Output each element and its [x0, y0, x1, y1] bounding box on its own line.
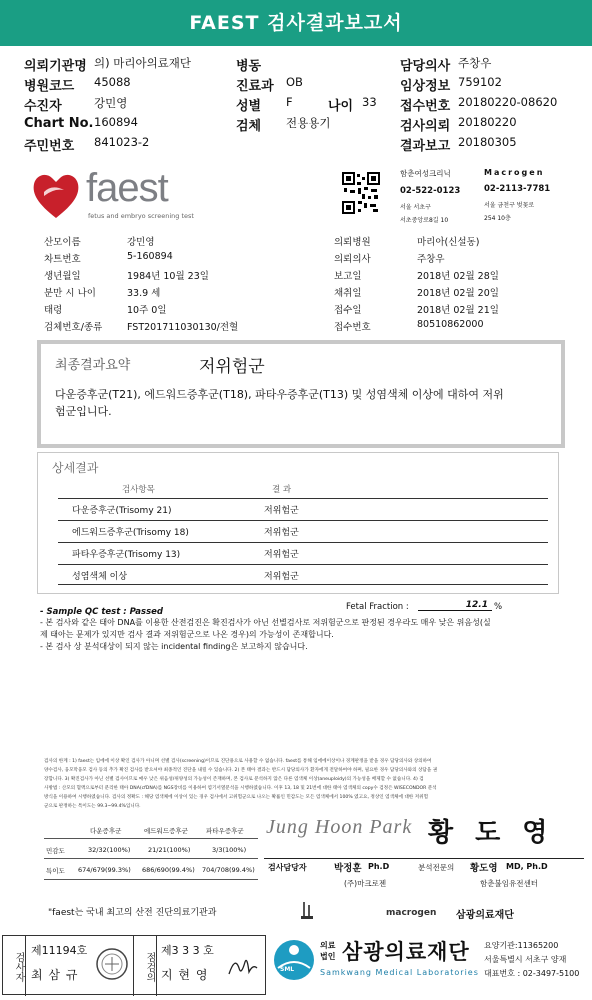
- foundation-prefix2: 법인: [320, 952, 336, 961]
- qc-notes: [40, 617, 570, 653]
- patient-label: 차트번호: [44, 254, 81, 265]
- header-label: 결과보고: [400, 139, 451, 154]
- sml-label: SML: [280, 966, 295, 973]
- header-col2: [236, 55, 396, 135]
- fineprint-line: 방식을 이용하여 시행하였습니다. 검사의 정확도 : 해당 염색체에 이상이 있는 경우 검사에서 고위험군으로 나오는 확률인 민감도는 모든 염색체에서 100% 였고요, 정상인 염색체에 대한 저위험: [44, 795, 429, 800]
- tester-label: 검사담당자: [268, 863, 307, 872]
- header-col3: [400, 55, 584, 155]
- qc-note: 제 태아는 문제가 있지만 검사 결과 저위험군으로 나온 경우)의 가능성이 존재합니다.: [40, 630, 334, 639]
- signature-hwang: 황도영: [428, 818, 570, 848]
- patient-label: 접수일: [334, 305, 362, 316]
- age-label: 나이: [328, 99, 354, 114]
- header-label: 담당의사: [400, 59, 451, 74]
- header-label: 수진자: [24, 99, 62, 114]
- stats-cell: 704/708(99.4%): [202, 866, 255, 874]
- tester-stamp-name: 최 삼 규: [31, 968, 79, 982]
- header-value: F: [286, 95, 293, 109]
- divider: [58, 542, 548, 543]
- header-value: 20180220: [458, 115, 517, 129]
- header-label: 의뢰기관명: [24, 59, 87, 74]
- qc-note: - 본 검사 상 분석대상이 되지 않는 incidental finding은 보고하지 않습니다.: [40, 642, 308, 651]
- sample-qc-label: - Sample QC test : Passed: [40, 607, 164, 617]
- signature-park: Jung Hoon Park: [266, 816, 413, 838]
- header-label: 병원코드: [24, 79, 75, 94]
- divider: [58, 520, 548, 521]
- tester-number: 제11194호: [31, 944, 88, 957]
- patient-value: 5-160894: [127, 251, 173, 262]
- detail-col-result: 결 과: [272, 485, 292, 495]
- divider: [44, 838, 258, 839]
- stats-header: 에드워드증후군: [144, 827, 188, 835]
- patient-value: 80510862000: [417, 319, 484, 330]
- patient-info-right: [334, 234, 574, 336]
- org2-addr1: 서울 금천구 벚꽃로: [484, 202, 535, 209]
- stats-cell: 674/679(99.3%): [78, 866, 131, 874]
- header-label: 진료과: [236, 79, 274, 94]
- heart-logo-icon: [30, 170, 82, 220]
- stats-cell: 32/32(100%): [88, 846, 131, 854]
- header-value: 20180305: [458, 135, 517, 149]
- faest-logo: [30, 166, 194, 226]
- org1-addr1: 서울 서초구: [400, 204, 431, 211]
- samkwang-small-logo: 삼광의료재단: [456, 910, 514, 921]
- patient-value: 강민영: [127, 237, 155, 248]
- header-label: 병동: [236, 59, 262, 74]
- patient-value: 1984년 10월 23일: [127, 271, 209, 282]
- divider: [58, 498, 548, 499]
- detail-row-item: 성염색체 이상: [72, 572, 128, 582]
- patient-info-left: [44, 234, 284, 336]
- detail-row-item: 에드워드증후군(Trisomy 18): [72, 528, 189, 538]
- patient-value: 2018년 02월 28일: [417, 271, 499, 282]
- divider: [264, 858, 584, 859]
- org1-addr2: 서초중앙로8길 10: [400, 217, 449, 224]
- patient-value: 2018년 02월 20일: [417, 288, 499, 299]
- signature-stamp-box: [2, 935, 266, 995]
- patient-label: 산모이름: [44, 237, 81, 248]
- header-label: 임상정보: [400, 79, 451, 94]
- detail-row-item: 다운증후군(Trisomy 21): [72, 506, 172, 516]
- stats-cell: 3/3(100%): [212, 846, 247, 854]
- org-code: 요양기관:11365200: [484, 941, 559, 950]
- header-label: 성별: [236, 99, 262, 114]
- header-value: 45088: [94, 75, 131, 89]
- stats-cell: 686/690(99.4%): [142, 866, 195, 874]
- divider: [44, 858, 258, 859]
- contact-org1: [400, 168, 480, 224]
- patient-label: 의뢰병원: [334, 237, 371, 248]
- specialist-degree: MD, Ph.D: [506, 862, 548, 871]
- qr-code-icon: [342, 172, 380, 214]
- patient-label: 검체번호/종류: [44, 322, 103, 333]
- fineprint-line: 양수검사, 융모막융모 검사 등의 추가 확진 검사를 받으셔야 최종적인 진단을 내릴 수 있습니다. 2) 본 태아 결과는 반드시 담당의사가 환자에게 전달하여야 하며, 필요한 경우 담당의사와의 상담을 권: [44, 768, 438, 773]
- qr-code: [342, 172, 380, 214]
- summary-title: 최종결과요약: [55, 358, 131, 373]
- stats-row-label: 민감도: [46, 847, 65, 855]
- patient-value: 주창우: [417, 254, 445, 265]
- patient-value: 33.9 세: [127, 288, 161, 299]
- fineprint-line: 검사의 한계 : 1) faest는 임에에 이상 확인 검사가 아니며 선별 검사(screening)이므로 진단용으로 사용할 수 없습니다. faest를 통해 임에에이상이나 경계판정을 받을 경우 담당의사와 상의하여: [44, 759, 432, 764]
- divider: [58, 584, 548, 585]
- divider: [58, 564, 548, 565]
- fineprint-line: 군으로 판정하는 특이도는 99.3~99.4%입니다.: [44, 804, 141, 809]
- header-value: 841023-2: [94, 135, 150, 149]
- stats-row-label: 특이도: [46, 867, 65, 875]
- faest-tagline-bottom: "faest는 국내 최고의 산전 진단의료기관과: [48, 908, 217, 918]
- stats-header: 파타우증후군: [206, 827, 244, 835]
- patient-label: 태령: [44, 305, 63, 316]
- patient-label: 의뢰의사: [334, 254, 371, 265]
- header-value: 전용용기: [286, 116, 331, 130]
- patient-label: 분만 시 나이: [44, 288, 96, 299]
- specialist-name: 황도영: [470, 863, 498, 874]
- macrogen-logo: macrogen: [386, 908, 437, 918]
- detail-row-result: 저위험군: [264, 572, 299, 582]
- foundation-prefix1: 의료: [320, 941, 336, 950]
- divider: [44, 879, 258, 880]
- faest-wordmark: faest: [86, 166, 168, 210]
- header-label: 접수번호: [400, 99, 451, 114]
- tester-tag: 검사자: [3, 936, 26, 996]
- summary-result: 저위험군: [199, 357, 265, 377]
- summary-text-line1: 다운증후군(T21), 에드워드증후군(T18), 파타우증후군(T13) 및 성염색체 이상에 대하여 저위: [55, 388, 504, 401]
- age-value: 33: [362, 95, 377, 109]
- patient-value: 마리아(신설동): [417, 237, 480, 248]
- org2-name: Macrogen: [484, 168, 545, 177]
- header-label: Chart No.: [24, 116, 94, 131]
- org1-phone: 02-522-0123: [400, 186, 461, 196]
- fineprint-line: 장합니다. 3) 확진검사가 아닌 선별 검사이므로 매우 낮은 위음성/위양성의 가능성이 존재하며, 본 검사로 분석하지 않은 다른 염색체 이상(aneuploidy)의 가능성을 배제할 수 없습니다. 4) 검: [44, 777, 424, 782]
- detail-row-result: 저위험군: [264, 528, 299, 538]
- accuracy-table: [44, 824, 258, 886]
- header-value: 의) 마리아의료재단: [94, 56, 192, 70]
- inspector-signature-icon: [225, 954, 259, 980]
- header-value: 주창우: [458, 56, 492, 70]
- header-label: 검사의뢰: [400, 119, 451, 134]
- seal-stamp-icon: [95, 946, 129, 982]
- report-title-banner: FAEST 검사결과보고서: [0, 0, 592, 46]
- detail-results-box: [37, 452, 559, 594]
- test-limitations-text: [44, 757, 534, 811]
- inspector-stamp-name: 지 현 영: [161, 968, 209, 982]
- trophy-icon: [300, 900, 314, 920]
- qc-note: - 본 검사와 같은 태아 DNA를 이용한 산전검진은 확진검사가 아닌 선별검사로 저위험군으로 판정된 경우라도 매우 낮은 위음성(실: [40, 618, 491, 627]
- foundation-address: 서울특별시 서초구 양재: [484, 955, 567, 964]
- header-col1: [24, 55, 224, 155]
- fetal-fraction-value: 12.1: [418, 600, 492, 611]
- patient-label: 생년월일: [44, 271, 81, 282]
- fineprint-line: 사방법 : 산모의 혈액으로부터 분리한 태아 DNA(cfDNA)를 NGS장비를 이용하여 염기서열분석을 시행하였습니다. 이후 13, 18 및 21번에 대한 태아 염색체의 copy수 검정은 WISECONDOR 분석: [44, 786, 437, 791]
- org2-phone: 02-2113-7781: [484, 184, 551, 194]
- detail-row-result: 저위험군: [264, 550, 299, 560]
- contact-org2: [484, 168, 584, 222]
- org2-addr2: 254 10층: [484, 215, 511, 222]
- final-summary-box: [37, 340, 565, 448]
- specialist-label: 분석전문의: [418, 863, 455, 872]
- inspector-tag: 점검의: [133, 936, 157, 996]
- header-value: 160894: [94, 115, 138, 129]
- summary-text-line2: 험군입니다.: [55, 405, 112, 418]
- fetal-fraction-unit: %: [494, 602, 503, 612]
- org1-name: 함춘여성크리닉: [400, 169, 451, 178]
- sml-logo-icon: [272, 938, 316, 982]
- stats-header: 다운증후군: [90, 827, 122, 835]
- header-value: 759102: [458, 75, 502, 89]
- patient-label: 접수번호: [334, 322, 371, 333]
- detail-row-result: 저위험군: [264, 506, 299, 516]
- summary-text: [55, 386, 555, 420]
- header-value: OB: [286, 75, 303, 89]
- header-label: 검체: [236, 119, 262, 134]
- header-value: 20180220-08620: [458, 95, 558, 109]
- header-value: 강민영: [94, 96, 128, 110]
- tester-degree: Ph.D: [368, 862, 390, 871]
- patient-label: 채취일: [334, 288, 362, 299]
- patient-value: FST201711030130/전혈: [127, 322, 239, 333]
- stats-cell: 21/21(100%): [148, 846, 191, 854]
- patient-value: 2018년 02월 21일: [417, 305, 499, 316]
- detail-title: 상세결과: [52, 461, 99, 475]
- foundation-phone: 대표번호 : 02-3497-5100: [484, 969, 580, 978]
- patient-label: 보고일: [334, 271, 362, 282]
- tester-org: (주)마크로젠: [344, 879, 387, 888]
- header-info: [24, 55, 584, 155]
- faest-tagline: fetus and embryo screening test: [88, 212, 194, 220]
- foundation-name: 삼광의료재단: [342, 940, 470, 964]
- detail-row-item: 파타우증후군(Trisomy 13): [72, 550, 181, 560]
- fetal-fraction-label: Fetal Fraction :: [346, 602, 409, 612]
- specialist-org: 함춘불임유전센터: [480, 879, 538, 888]
- inspector-number: 제3 3 3 호: [161, 944, 214, 957]
- patient-value: 10주 0일: [127, 305, 167, 316]
- header-label: 주민번호: [24, 139, 75, 154]
- foundation-en: Samkwang Medical Laboratories: [320, 968, 479, 977]
- detail-col-item: 검사항목: [122, 485, 155, 495]
- tester-name: 박정훈: [334, 863, 362, 874]
